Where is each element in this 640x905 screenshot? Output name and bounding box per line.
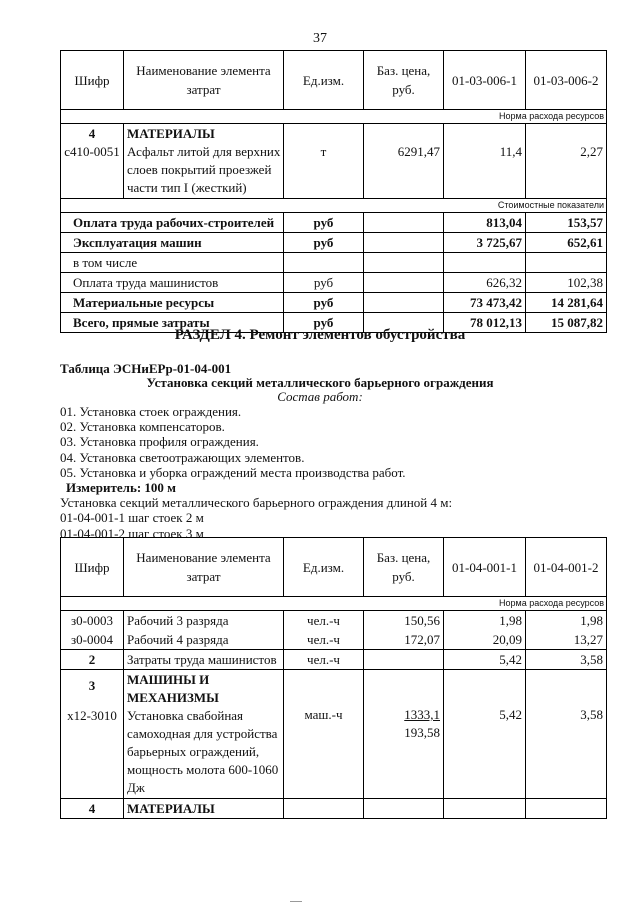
- header-col1: 01-04-001-1: [444, 538, 526, 597]
- table-subtitle: Состав работ:: [277, 389, 363, 404]
- item-v2: 2,27: [526, 124, 607, 199]
- machine-price: 1333,1 193,58: [364, 670, 444, 799]
- machines-row: [61, 670, 607, 799]
- header-code: Шифр: [61, 538, 124, 597]
- machine-name: Установка свабойная самоходная для устройства барьерных ограждений, мощность молота 600-1060 Дж: [127, 708, 279, 795]
- page-mark: [290, 901, 302, 902]
- item-price: 6291,47: [364, 124, 444, 199]
- cost-row: Всего, прямые затраты руб 78 012,13 15 087,82: [61, 313, 607, 333]
- header-unit: Ед.изм.: [284, 538, 364, 597]
- item-v1: 11,4: [444, 124, 526, 199]
- measure: Измеритель: 100 м: [66, 480, 177, 496]
- resource-table-2: [60, 537, 607, 819]
- materials-title: МАТЕРИАЛЫ: [127, 126, 215, 141]
- cost-row: Оплата труда рабочих-строителей руб 813,04 153,57: [61, 213, 607, 233]
- machines-num: 3: [88, 678, 96, 693]
- machine-v1: 5,42: [444, 670, 526, 799]
- worker-row: з0-0003 Рабочий 3 разряда чел.-ч 150,56 1,98 1,98: [61, 611, 607, 631]
- work-item: 05. Установка и уборка ограждений места производства работ.: [60, 464, 406, 480]
- header-name: Наименование элемента затрат: [124, 51, 284, 110]
- table-header: [61, 51, 607, 110]
- materials-row: [61, 124, 607, 199]
- materials-num: 4: [88, 126, 96, 141]
- work-item: 04. Установка светоотражающих элементов.: [60, 449, 305, 465]
- item-name: Асфальт литой для верхних слоев покрытий проезжей части тип I (жесткий): [127, 144, 281, 195]
- machine-code: х12-3010: [67, 708, 117, 723]
- variant: 01-04-001-2 шаг стоек 3 м: [60, 525, 204, 541]
- works-list: [60, 404, 452, 541]
- resource-table-1: [60, 50, 607, 333]
- cost-row: в том числе: [61, 253, 607, 273]
- work-item: 02. Установка компенсаторов.: [60, 419, 225, 435]
- item-unit: т: [284, 124, 364, 199]
- machine-v2: 3,58: [526, 670, 607, 799]
- header-unit: Ед.изм.: [284, 51, 364, 110]
- worker-row: з0-0004 Рабочий 4 разряда чел.-ч 172,07 20,09 13,27: [61, 630, 607, 650]
- table-id: Таблица ЭСНиЕРр-01-04-001: [60, 361, 232, 376]
- table-header: [61, 538, 607, 597]
- item-code: с410-0051: [64, 144, 120, 159]
- cost-row: Оплата труда машинистов руб 626,32 102,38: [61, 273, 607, 293]
- labor-row: 2 Затраты труда машинистов чел.-ч 5,42 3,58: [61, 650, 607, 670]
- header-col2: 01-04-001-2: [526, 538, 607, 597]
- header-price: Баз. цена, руб.: [364, 538, 444, 597]
- work-item: 03. Установка профиля ограждения.: [60, 434, 259, 450]
- norm-band: Норма расхода ресурсов: [61, 110, 607, 124]
- header-col1: 01-03-006-1: [444, 51, 526, 110]
- machine-unit: маш.-ч: [284, 670, 364, 799]
- cost-row: Эксплуатация машин руб 3 725,67 652,61: [61, 233, 607, 253]
- header-code: Шифр: [61, 51, 124, 110]
- norm-band: Норма расхода ресурсов: [61, 597, 607, 611]
- page-number: 37: [313, 31, 327, 46]
- cost-row: Материальные ресурсы руб 73 473,42 14 281,64: [61, 293, 607, 313]
- header-col2: 01-03-006-2: [526, 51, 607, 110]
- header-name: Наименование элемента затрат: [124, 538, 284, 597]
- header-price: Баз. цена, руб.: [364, 51, 444, 110]
- table-title: Установка секций металлического барьерного ограждения: [146, 375, 494, 390]
- materials-row: 4 МАТЕРИАЛЫ: [61, 799, 607, 819]
- section-title: РАЗДЕЛ 4. Ремонт элементов обустройства: [174, 327, 466, 343]
- measure-description: Установка секций металлического барьерного ограждения длиной 4 м:: [60, 495, 453, 511]
- machines-title: МАШИНЫ И МЕХАНИЗМЫ: [127, 672, 219, 705]
- variant: 01-04-001-1 шаг стоек 2 м: [60, 510, 204, 526]
- cost-band: Стоимостные показатели: [61, 199, 607, 213]
- work-item: 01. Установка стоек ограждения.: [60, 404, 242, 419]
